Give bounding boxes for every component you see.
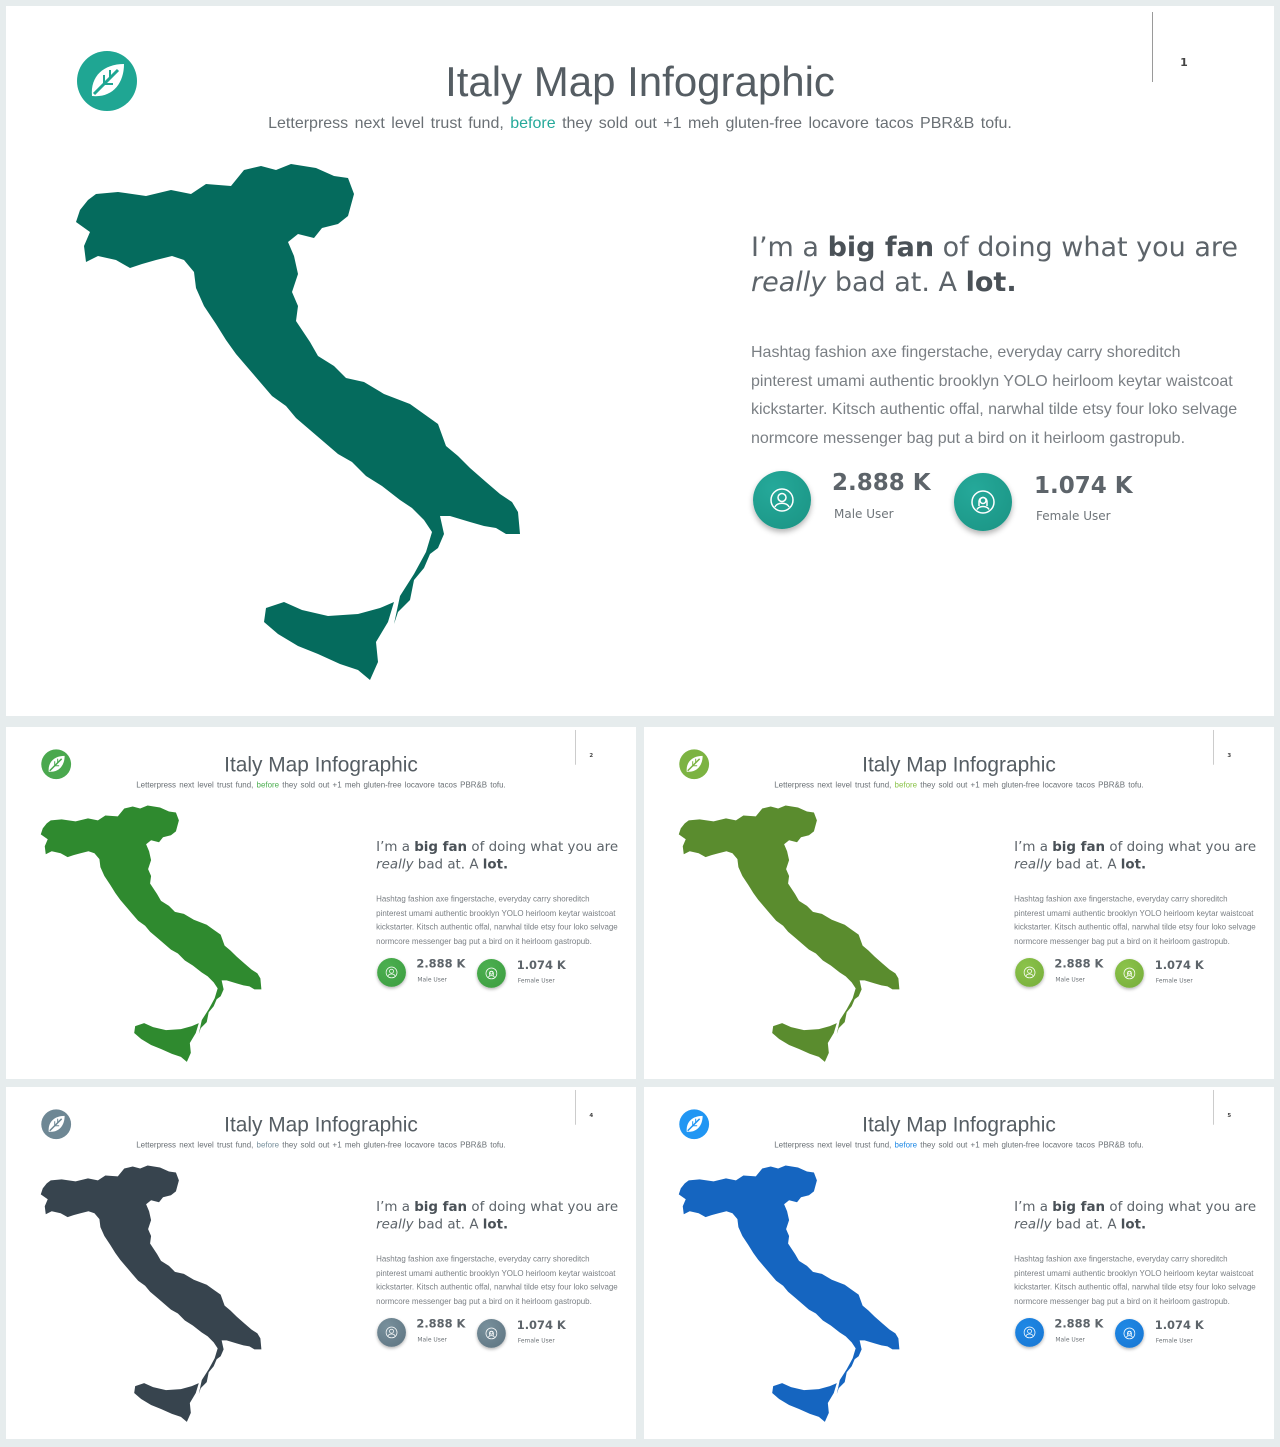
female-user-badge xyxy=(1115,1319,1144,1348)
male-user-badge xyxy=(377,958,406,987)
page-subtitle xyxy=(644,1141,1274,1150)
female-user-label: Female User xyxy=(517,1336,555,1344)
heading-bold: big fan xyxy=(414,839,468,855)
body-text: Hashtag fashion axe fingerstache, everyday carry shoreditch pinterest umami authentic brooklyn YOLO heirloom keytar waistcoat kickstarter. Kitsch authentic offal, narwhal tilde etsy four loko selvage normcore messenger bag put a bird on it heirloom gastropub. xyxy=(1014,1254,1256,1306)
subtitle-text-end: they sold out +1 meh gluten-free locavore tacos PBR&B tofu. xyxy=(282,1141,506,1150)
heading-part: bad at. A xyxy=(834,267,958,298)
male-user-label: Male User xyxy=(834,507,894,521)
female-user-label: Female User xyxy=(1036,509,1111,523)
heading-italic: really xyxy=(1014,856,1052,873)
female-user-icon xyxy=(485,1327,497,1339)
heading-part: I’m a xyxy=(751,232,819,263)
italy-map-icon xyxy=(66,156,526,696)
male-user-badge xyxy=(753,471,811,529)
female-user-icon xyxy=(485,967,497,979)
female-user-label: Female User xyxy=(517,976,555,984)
page-title: Italy Map Infographic xyxy=(862,1112,1056,1137)
heading-italic: really xyxy=(751,267,827,298)
female-user-count: 1.074 K xyxy=(1154,959,1204,972)
page-number: 5 xyxy=(1227,1111,1232,1119)
heading-bold: big fan xyxy=(1052,839,1106,855)
subtitle-text: Letterpress next level trust fund, xyxy=(774,1141,892,1150)
page-subtitle xyxy=(6,1141,636,1150)
user-icon xyxy=(1024,966,1036,978)
male-user-count: 2.888 K xyxy=(416,1317,466,1331)
subtitle-highlight: before xyxy=(510,115,556,132)
heading-part: I’m a xyxy=(376,839,410,855)
italy-map-icon xyxy=(674,802,903,1070)
female-user-label: Female User xyxy=(1155,1336,1193,1344)
heading-part: of doing what you are xyxy=(471,1199,619,1215)
page-number: 4 xyxy=(589,1111,594,1119)
page-number: 2 xyxy=(589,751,594,759)
heading-bold: big fan xyxy=(827,232,935,263)
female-user-icon xyxy=(971,490,995,514)
male-user-label: Male User xyxy=(417,1335,447,1343)
page-number: 3 xyxy=(1227,751,1232,759)
heading-part: I’m a xyxy=(1014,1199,1048,1215)
subtitle-highlight: before xyxy=(256,781,280,790)
slide-5[interactable] xyxy=(644,1087,1274,1439)
page-subtitle xyxy=(6,115,1274,133)
main-heading xyxy=(751,230,1251,300)
page-title: Italy Map Infographic xyxy=(224,1112,418,1137)
heading-bold: lot. xyxy=(965,267,1017,298)
heading-part: I’m a xyxy=(1014,839,1048,855)
italy-map-icon xyxy=(36,802,265,1070)
slide-3[interactable] xyxy=(644,727,1274,1079)
subtitle-highlight: before xyxy=(894,1141,918,1150)
italy-map-icon xyxy=(36,1162,265,1430)
male-user-badge xyxy=(1015,1318,1044,1347)
slide-content xyxy=(6,727,636,1079)
heading-bold: lot. xyxy=(482,856,509,873)
heading-italic: really xyxy=(376,856,414,873)
male-user-count: 2.888 K xyxy=(1054,957,1104,971)
female-user-badge xyxy=(1115,959,1144,988)
user-icon xyxy=(770,488,794,512)
slide-content xyxy=(644,1087,1274,1439)
subtitle-text-end: they sold out +1 meh gluten-free locavore tacos PBR&B tofu. xyxy=(920,781,1144,790)
subtitle-text: Letterpress next level trust fund, xyxy=(774,781,892,790)
male-user-label: Male User xyxy=(1055,975,1085,983)
subtitle-highlight: before xyxy=(894,781,918,790)
main-heading xyxy=(376,838,624,873)
heading-part: bad at. A xyxy=(1055,1216,1117,1233)
male-user-count: 2.888 K xyxy=(1054,1317,1104,1331)
heading-part: of doing what you are xyxy=(942,232,1239,263)
slide-content xyxy=(6,1087,636,1439)
male-user-label: Male User xyxy=(1055,1335,1085,1343)
male-user-label: Male User xyxy=(417,975,447,983)
heading-bold: big fan xyxy=(414,1199,468,1215)
heading-bold: lot. xyxy=(1120,1216,1147,1233)
subtitle-text: Letterpress next level trust fund, xyxy=(136,1141,254,1150)
female-user-count: 1.074 K xyxy=(516,959,566,972)
page-number: 1 xyxy=(1180,56,1188,69)
subtitle-highlight: before xyxy=(256,1141,280,1150)
heading-italic: really xyxy=(376,1216,414,1233)
heading-part: bad at. A xyxy=(417,856,479,873)
page-title: Italy Map Infographic xyxy=(445,58,835,105)
subtitle-text-end: they sold out +1 meh gluten-free locavore tacos PBR&B tofu. xyxy=(920,1141,1144,1150)
female-user-icon xyxy=(1123,1327,1135,1339)
body-text: Hashtag fashion axe fingerstache, everyday carry shoreditch pinterest umami authentic brooklyn YOLO heirloom keytar waistcoat kickstarter. Kitsch authentic offal, narwhal tilde etsy four loko selvage normcore messenger bag put a bird on it heirloom gastropub. xyxy=(1014,894,1256,946)
heading-part: of doing what you are xyxy=(1109,1199,1257,1215)
male-user-count: 2.888 K xyxy=(832,470,931,496)
female-user-icon xyxy=(1123,967,1135,979)
female-user-count: 1.074 K xyxy=(1034,473,1133,499)
heading-part: of doing what you are xyxy=(1109,839,1257,855)
main-heading xyxy=(376,1198,624,1233)
heading-part: of doing what you are xyxy=(471,839,619,855)
main-heading xyxy=(1014,1198,1262,1233)
male-user-badge xyxy=(377,1318,406,1347)
heading-part: I’m a xyxy=(376,1199,410,1215)
female-user-badge xyxy=(954,473,1012,531)
subtitle-text-end: they sold out +1 meh gluten-free locavore tacos PBR&B tofu. xyxy=(282,781,506,790)
heading-part: bad at. A xyxy=(417,1216,479,1233)
heading-italic: really xyxy=(1014,1216,1052,1233)
heading-part: bad at. A xyxy=(1055,856,1117,873)
page-title: Italy Map Infographic xyxy=(862,752,1056,777)
italy-map-icon xyxy=(674,1162,903,1430)
female-user-badge xyxy=(477,1319,506,1348)
heading-bold: lot. xyxy=(482,1216,509,1233)
female-user-count: 1.074 K xyxy=(1154,1319,1204,1332)
slide-4[interactable] xyxy=(6,1087,636,1439)
user-icon xyxy=(1024,1326,1036,1338)
page-subtitle xyxy=(6,781,636,790)
slide-content xyxy=(644,727,1274,1079)
female-user-count: 1.074 K xyxy=(516,1319,566,1332)
main-heading xyxy=(1014,838,1262,873)
male-user-badge xyxy=(1015,958,1044,987)
user-icon xyxy=(386,966,398,978)
page-title: Italy Map Infographic xyxy=(224,752,418,777)
slide-2[interactable] xyxy=(6,727,636,1079)
subtitle-text: Letterpress next level trust fund, xyxy=(268,115,504,132)
heading-bold: lot. xyxy=(1120,856,1147,873)
female-user-badge xyxy=(477,959,506,988)
user-icon xyxy=(386,1326,398,1338)
male-user-count: 2.888 K xyxy=(416,957,466,971)
slide-content xyxy=(6,6,1274,716)
body-text: Hashtag fashion axe fingerstache, everyday carry shoreditch pinterest umami authentic brooklyn YOLO heirloom keytar waistcoat kickstarter. Kitsch authentic offal, narwhal tilde etsy four loko selvage normcore messenger bag put a bird on it heirloom gastropub. xyxy=(751,344,1238,447)
heading-bold: big fan xyxy=(1052,1199,1106,1215)
page-subtitle xyxy=(644,781,1274,790)
female-user-label: Female User xyxy=(1155,976,1193,984)
subtitle-text: Letterpress next level trust fund, xyxy=(136,781,254,790)
slide-1[interactable] xyxy=(6,6,1274,716)
body-text: Hashtag fashion axe fingerstache, everyday carry shoreditch pinterest umami authentic brooklyn YOLO heirloom keytar waistcoat kickstarter. Kitsch authentic offal, narwhal tilde etsy four loko selvage normcore messenger bag put a bird on it heirloom gastropub. xyxy=(376,894,618,946)
subtitle-text-end: they sold out +1 meh gluten-free locavore tacos PBR&B tofu. xyxy=(562,115,1012,132)
body-text: Hashtag fashion axe fingerstache, everyday carry shoreditch pinterest umami authentic brooklyn YOLO heirloom keytar waistcoat kickstarter. Kitsch authentic offal, narwhal tilde etsy four loko selvage normcore messenger bag put a bird on it heirloom gastropub. xyxy=(376,1254,618,1306)
